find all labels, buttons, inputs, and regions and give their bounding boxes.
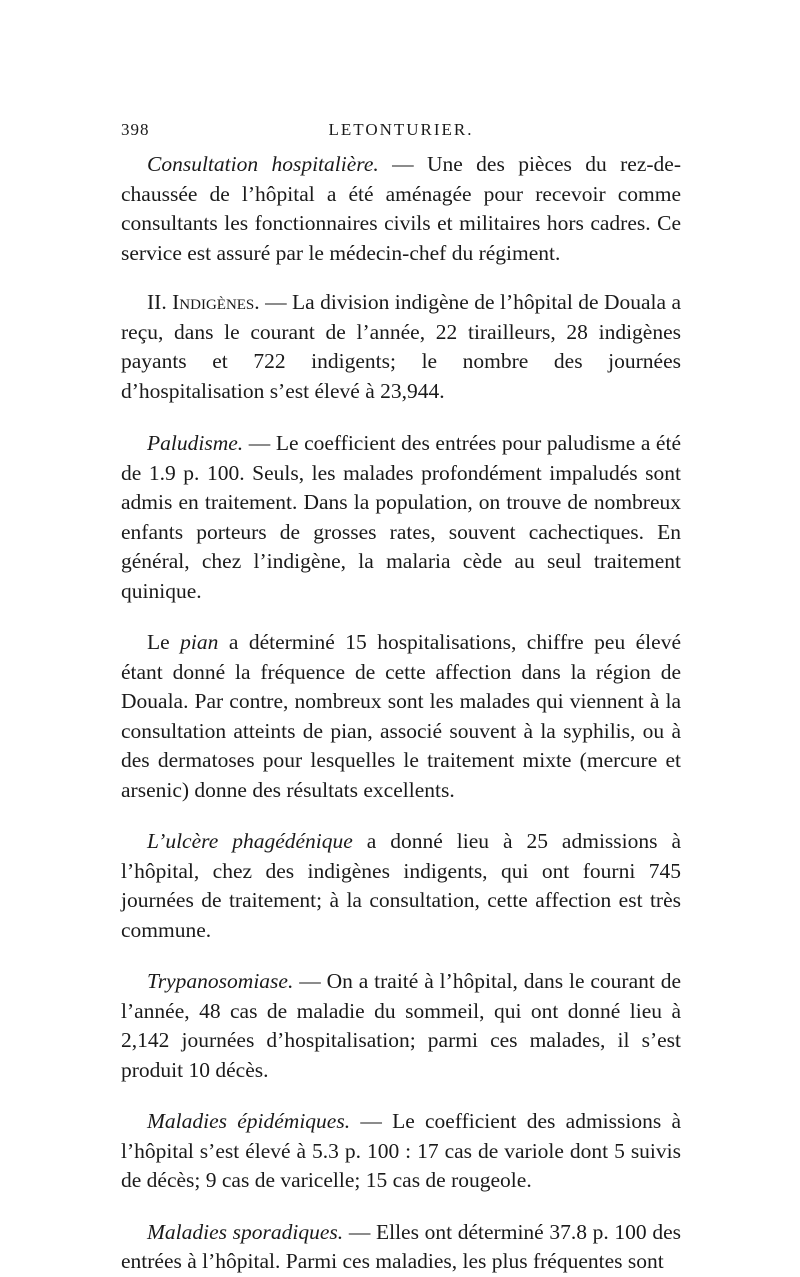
paragraph-lead: L’ulcère phagédénique: [147, 829, 353, 853]
paragraph-lead: Paludisme.: [147, 431, 244, 455]
paragraph-text: a déterminé 15 hospitalisations, chiffre peu élevé étant donné la fréquence de cette affection dans la région de Douala. Par contre, nombreux sont les malades qui viennent à la consultation atteints de pian, associé souvent à la syphilis, ou à des dermatoses pour lesquelles le traitement mixte (mercure et arsenic) donne des résultats excellents.: [121, 630, 681, 802]
paragraph-lead: Maladies sporadiques.: [147, 1219, 344, 1244]
paragraph-lead: pian: [180, 630, 219, 654]
paragraph-text: — Le coefficient des admissions à l’hôpital s’est élevé à 5.3 p. 100 : 17 cas de variole dont 5 suivis de décès; 9 cas de varicelle; 15 cas de rougeole.: [121, 1109, 681, 1192]
running-title: LETONTURIER.: [328, 120, 474, 139]
paragraph-before: Le: [147, 630, 181, 654]
page-number: 398: [121, 120, 150, 139]
paragraph-indigenes: [121, 288, 681, 406]
paragraph-lead: Indigènes.: [172, 290, 260, 314]
paragraph-maladies-sporadiques: [121, 1218, 681, 1277]
paragraph-ulcere: [121, 827, 681, 945]
running-header: [121, 120, 681, 150]
paragraph-lead: Trypanosomiase.: [147, 969, 294, 993]
paragraph-text: — La division indigène de l’hôpital de Douala a reçu, dans le courant de l’année, 22 tirailleurs, 28 indigènes payants et 722 indigents; le nombre des journées d’hospitalisation s’est élevé à 23,944.: [121, 290, 681, 403]
paragraph-text: — On a traité à l’hôpital, dans le courant de l’année, 48 cas de maladie du sommeil, qui ont donné lieu à 2,142 journées d’hospitalisation; parmi ces malades, il s’est produit 10 décès.: [121, 969, 681, 1082]
section-number: II.: [147, 290, 173, 314]
paragraph-consultation: [121, 150, 681, 268]
page: [121, 120, 681, 1277]
paragraph-text: — Elles ont déterminé 37.8 p. 100 des entrées à l’hôpital. Parmi ces maladies, les plus fréquentes sont: [121, 1219, 681, 1273]
paragraph-text: — Le coefficient des entrées pour paludisme a été de 1.9 p. 100. Seuls, les malades profondément impaludés sont admis en traitement. Dans la population, on trouve de nombreux enfants porteurs de grosses rates, souvent cachectiques. En général, chez l’indigène, la malaria cède au seul traitement quinique.: [121, 431, 681, 603]
paragraph-pian: [121, 628, 681, 805]
paragraph-trypanosomiase: [121, 967, 681, 1085]
paragraph-paludisme: [121, 429, 681, 606]
paragraph-lead: Maladies épidémiques.: [147, 1109, 351, 1133]
paragraph-text: a donné lieu à 25 admissions à l’hôpital, chez des indigènes indigents, qui ont fourni 745 journées de traitement; à la consultation, cette affection est très commune.: [121, 829, 681, 942]
paragraph-lead: Consultation hospitalière.: [147, 152, 379, 176]
paragraph-text: — Une des pièces du rez-de-chaussée de l’hôpital a été aménagée pour recevoir comme consultants les fonctionnaires civils et militaires hors cadres. Ce service est assuré par le médecin-chef du régiment.: [121, 152, 681, 265]
paragraph-maladies-epidemiques: [121, 1107, 681, 1196]
